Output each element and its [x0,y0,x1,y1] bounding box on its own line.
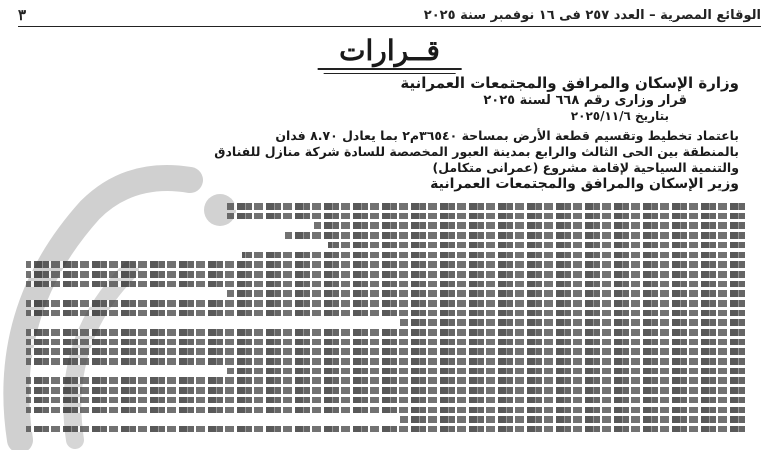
text-line [227,203,745,210]
text-line [26,281,745,288]
ministry-name: وزارة الإسكان والمرافق والمجتمعات العمرانية [400,74,739,92]
decree-number: قرار وزارى رقم ٦٦٨ لسنة ٢٠٢٥ [483,93,687,108]
text-line [26,261,745,268]
subject-line: باعتماد تخطيط وتقسيم قطعة الأرض بمساحة ٣٦٥٤٠م٢ بما يعادل ٨.٧٠ فدان [275,128,739,143]
minister-title: وزير الإسكان والمرافق والمجتمعات العمرانية [430,176,739,192]
subject-line: بالمنطقة بين الحى الثالث والرابع بمدينة العبور المخصصة للسادة شركة منازل للفنادق [214,144,739,159]
text-line [26,407,745,414]
text-line [26,310,745,317]
text-line [227,290,745,297]
text-line [328,242,745,249]
section-title: قــرارات [317,34,462,70]
decree-body-text [26,200,745,432]
text-line [26,339,745,346]
text-line [400,416,745,423]
text-line [314,222,745,229]
text-line [26,271,745,278]
text-line [26,348,745,355]
page-number: ٣ [18,6,27,24]
text-line [227,213,745,220]
text-line [26,358,745,365]
page-header [18,6,761,24]
text-line [242,252,745,259]
text-line [400,319,745,326]
decree-date: بتاريخ ٢٠٢٥/١١/٦ [570,109,669,123]
decree-subject [40,128,739,176]
text-line [26,397,745,404]
text-line [227,368,745,375]
text-line [26,329,745,336]
text-line [26,377,745,384]
text-line [26,387,745,394]
text-line [26,426,745,432]
text-line [26,300,745,307]
subject-line: والتنمية السياحية لإقامة مشروع (عمرانى متكامل) [432,160,739,175]
gazette-header-line: الوقائع المصرية – العدد ٢٥٧ فى ١٦ نوفمبر سنة ٢٠٢٥ [423,7,761,23]
header-rule [18,26,761,27]
text-line [285,232,745,239]
